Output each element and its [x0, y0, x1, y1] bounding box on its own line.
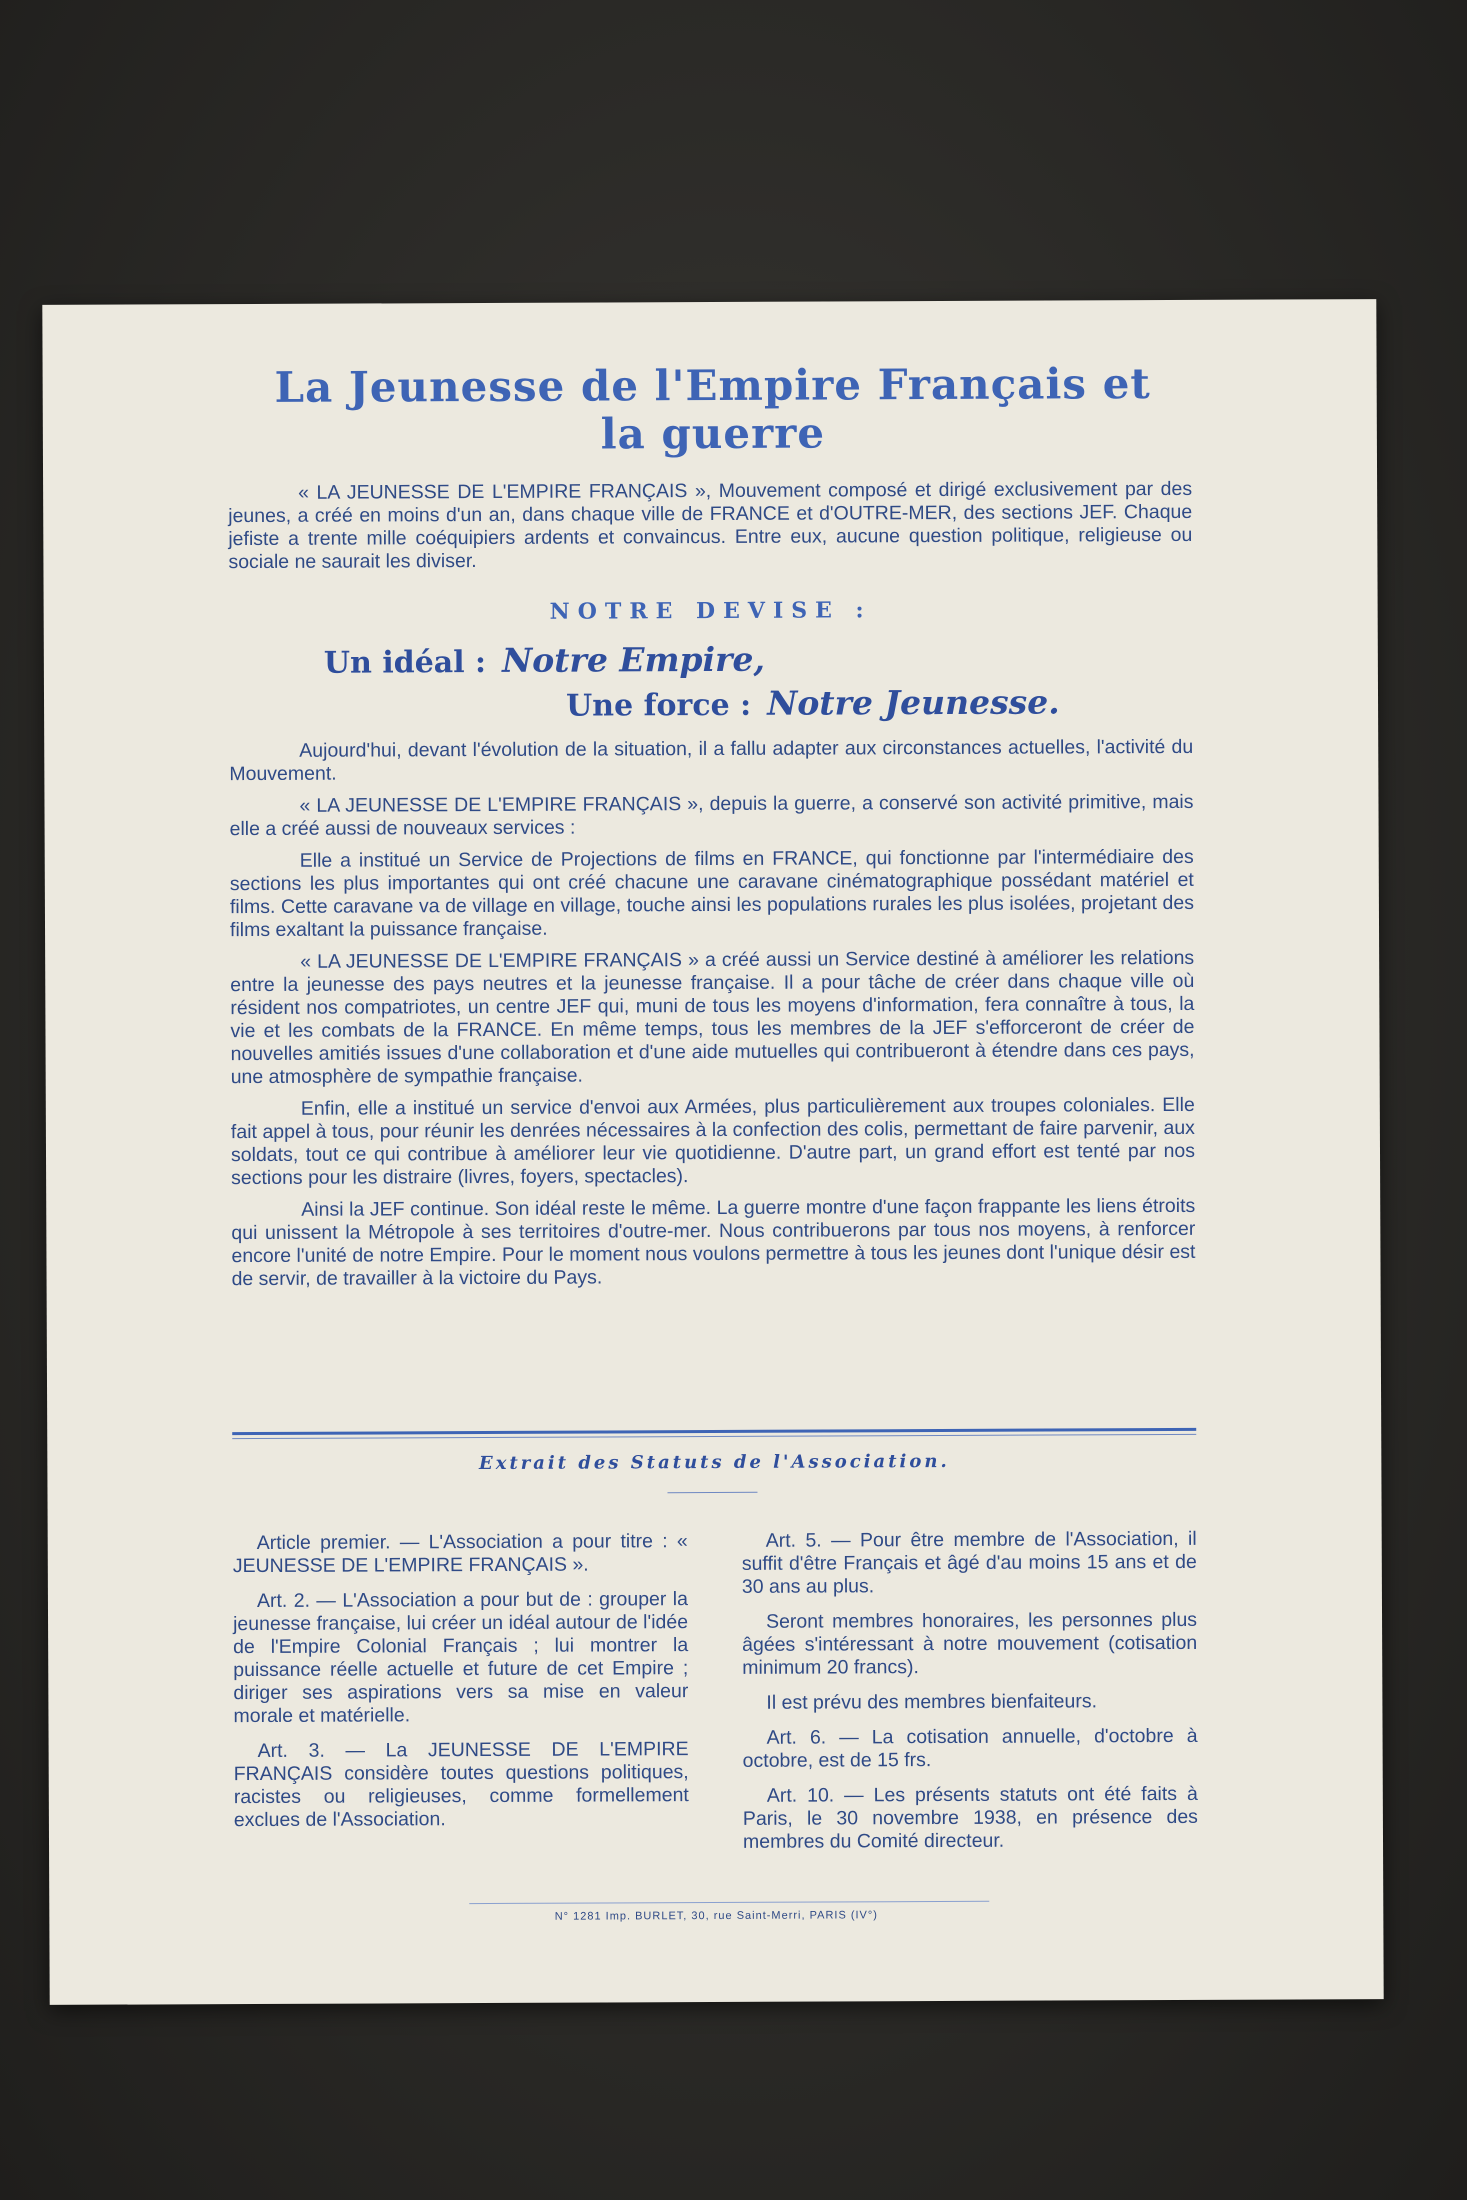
motto1-value: Notre Empire,: [502, 639, 766, 680]
printer-imprint: N° 1281 Imp. BURLET, 30, rue Saint-Merri, PARIS (IV°): [554, 1909, 878, 1923]
body-paragraph: « LA JEUNESSE DE L'EMPIRE FRANÇAIS » a créé aussi un Service destiné à améliorer les relations entre la jeunesse des pays neutres et la jeunesse française. Il a pour tâche de créer dans chaque ville où résident nos compatriotes, un centre JEF qui, muni de tous les moyens d'information, fera connaître à tous, la vie et les combats de la FRANCE. En même temps, tous les membres de la JEF s'efforceront de créer de nouvelles amitiés issues d'une collaboration et d'une aide mutuelles qui contribueront à étendre dans ces pays, une atmosphère de sympathie française.: [230, 946, 1195, 1089]
article: Art. 5. — Pour être membre de l'Association, il suffit d'être Français et âgé d'au moins 15 ans et de 30 ans au plus.: [741, 1527, 1197, 1598]
article: Seront membres honoraires, les personnes plus âgées s'intéressant à notre mouvement (cotisation minimum 20 francs).: [742, 1608, 1198, 1679]
article: Art. 2. — L'Association a pour but de : grouper la jeunesse française, lui créer un idéal autour de l'idée de l'Empire Colonial Français ; lui montrer la puissance réelle actuelle et future de cet Empire ; diriger ses aspirations vers sa mise en valeur morale et matérielle.: [233, 1588, 689, 1728]
motto1-label: Un idéal :: [323, 644, 487, 681]
statutes-right-column: [742, 1528, 1198, 1866]
motto2-label: Une force :: [565, 687, 752, 724]
body-text: [229, 736, 1195, 1300]
body-paragraph: Elle a institué un Service de Projections de films en FRANCE, qui fonctionne par l'intermédiaire des sections les plus importantes qui ont créé chacune une caravane cinématographique possédant matériel et films. Cette caravane va de village en village, touche ainsi les populations rurales les plus isolées, projetant des films exaltant la puissance française.: [229, 845, 1194, 942]
title-line-2: la guerre: [600, 408, 826, 459]
article: Art. 10. — Les présents statuts ont été faits à Paris, le 30 novembre 1938, en présence des membres du Comité directeur.: [742, 1782, 1198, 1853]
intro-text: « LA JEUNESSE DE L'EMPIRE FRANÇAIS », Mouvement composé et dirigé exclusivement par des jeunes, a créé en moins d'un an, dans chaque ville de FRANCE et d'OUTRE-MER, des sections JEF. Chaque jefiste a trente mille coéquipiers ardents et convaincus. Entre eux, aucune question politique, religieuse ou sociale ne saurait les diviser.: [228, 477, 1193, 574]
devise-heading: NOTRE DEVISE :: [549, 597, 872, 625]
body-paragraph: Ainsi la JEF continue. Son idéal reste le même. La guerre montre d'une façon frappante les liens étroits qui unissent la Métropole à ses territoires d'outre-mer. Nous contribuerons par tous nos moyens, à renforcer encore l'unité de notre Empire. Pour le moment nous voulons permettre à tous les jeunes dont l'unique désir est de servir, de travailler à la victoire du Pays.: [231, 1194, 1196, 1291]
article: Art. 6. — La cotisation annuelle, d'octobre à octobre, est de 15 frs.: [742, 1724, 1198, 1772]
motto-line-2: [566, 682, 1060, 723]
article: Article premier. — L'Association a pour titre : « JEUNESSE DE L'EMPIRE FRANÇAIS ».: [232, 1530, 688, 1578]
title-line-1: La Jeunesse de l'Empire Français et: [274, 359, 1151, 412]
motto2-value: Notre Jeunesse.: [767, 682, 1060, 723]
imprint-rule: [469, 1901, 989, 1904]
divider-rule-thin: [232, 1434, 1196, 1439]
body-paragraph: Enfin, elle a institué un service d'envoi aux Armées, plus particulièrement aux troupes coloniales. Elle fait appel à tous, pour réunir les denrées nécessaires à la confection des colis, permettant de faire parvenir, aux soldats, tout ce qui contribue à améliorer leur vie quotidienne. D'autre part, un grand effort est tenté par nos sections pour les distraire (livres, foyers, spectacles).: [230, 1093, 1196, 1190]
statutes-heading: Extrait des Statuts de l'Association.: [478, 1450, 950, 1475]
article: Art. 3. — La JEUNESSE DE L'EMPIRE FRANÇAIS considère toutes questions politiques, racistes ou religieuses, comme formellement exclues de l'Association.: [233, 1738, 689, 1832]
body-paragraph: « LA JEUNESSE DE L'EMPIRE FRANÇAIS », depuis la guerre, a conservé son activité primitive, mais elle a créé aussi de nouveaux services :: [229, 790, 1194, 841]
motto-line-1: [324, 640, 765, 681]
article: Il est prévu des membres bienfaiteurs.: [766, 1690, 1098, 1714]
document-title: [163, 360, 1263, 461]
small-divider: [667, 1492, 757, 1493]
document-sheet: [42, 299, 1383, 2005]
body-paragraph: Aujourd'hui, devant l'évolution de la situation, il a fallu adapter aux circonstances actuelles, l'activité du Mouvement.: [229, 735, 1194, 786]
statutes-left-column: [233, 1530, 689, 1844]
intro-paragraph: [228, 478, 1192, 574]
